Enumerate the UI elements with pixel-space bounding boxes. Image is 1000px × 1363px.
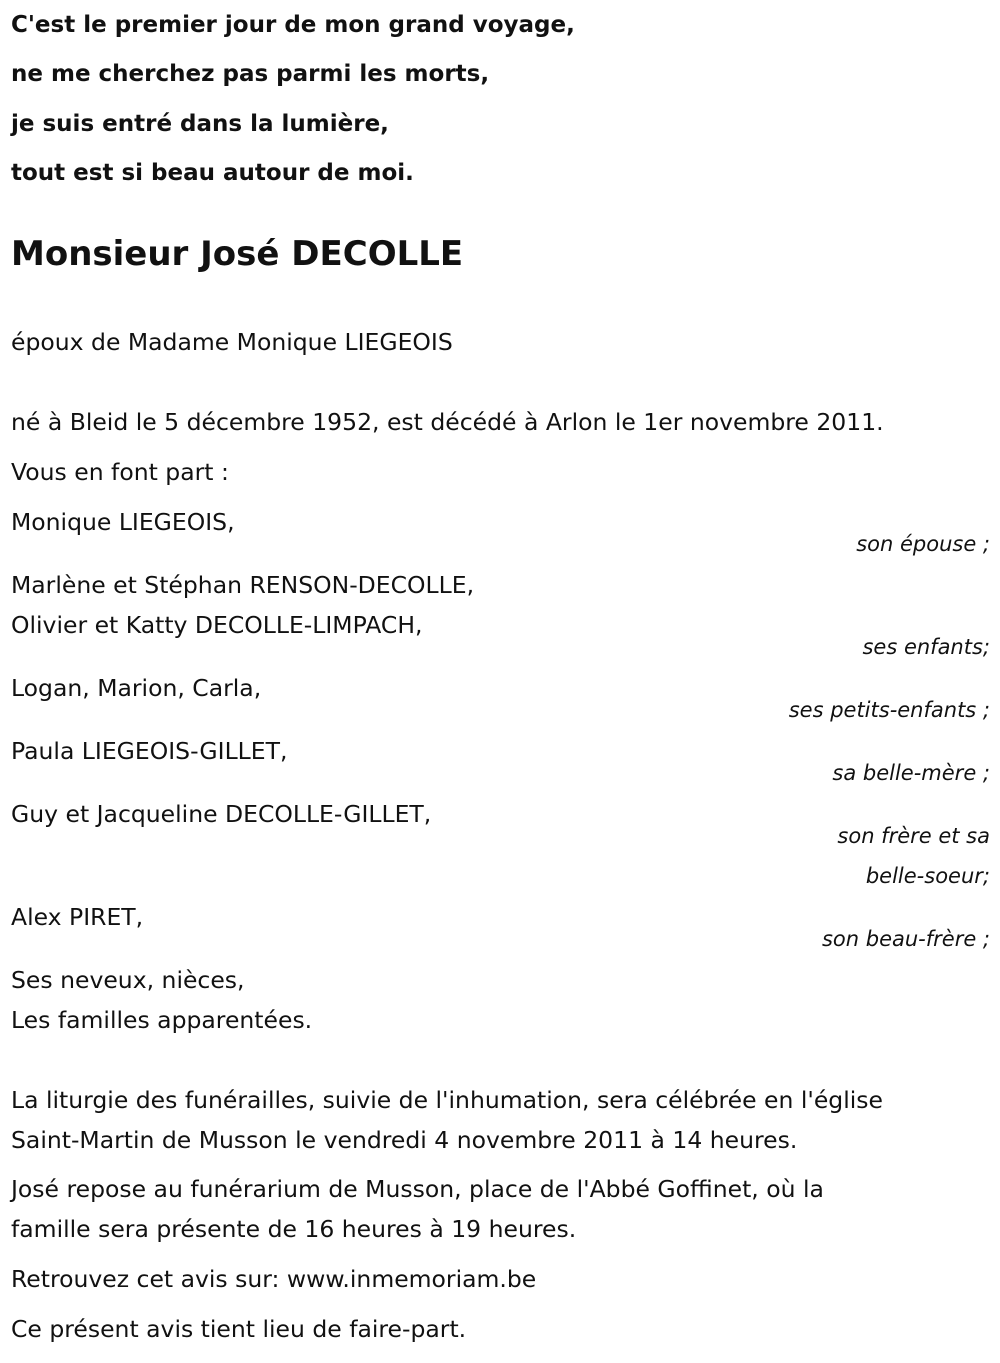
family-relation: belle-soeur; [865,864,990,888]
poem-line: je suis entré dans la lumière, [11,111,389,137]
poem-line: tout est si beau autour de moi. [11,160,414,186]
visitation-line: famille sera présente de 16 heures à 19 heures. [11,1215,577,1243]
deceased-name: Monsieur José DECOLLE [11,234,464,274]
announcement-intro: Vous en font part : [11,458,229,486]
family-relation: sa belle-mère ; [832,761,990,785]
family-member: Marlène et Stéphan RENSON-DECOLLE, [11,571,475,599]
family-relation: son épouse ; [856,532,990,556]
spouse-line: époux de Madame Monique LIEGEOIS [11,328,453,356]
closing-line: Ce présent avis tient lieu de faire-part. [11,1315,467,1343]
family-member: Olivier et Katty DECOLLE-LIMPACH, [11,611,423,639]
family-relation: son beau-frère ; [821,927,990,951]
family-member: Alex PIRET, [11,903,144,931]
family-relation: ses petits-enfants ; [788,698,990,722]
family-member: Paula LIEGEOIS-GILLET, [11,737,288,765]
family-member: Les familles apparentées. [11,1006,313,1034]
family-relation: ses enfants; [862,635,990,659]
website-line: Retrouvez cet avis sur: www.inmemoriam.be [11,1265,537,1293]
family-member: Guy et Jacqueline DECOLLE-GILLET, [11,800,432,828]
family-member: Monique LIEGEOIS, [11,508,235,536]
birth-death-line: né à Bleid le 5 décembre 1952, est décédé à Arlon le 1er novembre 2011. [11,408,884,436]
family-member: Logan, Marion, Carla, [11,674,262,702]
liturgy-line: La liturgie des funérailles, suivie de l'inhumation, sera célébrée en l'église [11,1086,883,1114]
visitation-line: José repose au funérarium de Musson, place de l'Abbé Goffinet, où la [11,1175,824,1203]
poem-line: ne me cherchez pas parmi les morts, [11,61,490,87]
poem-line: C'est le premier jour de mon grand voyage, [11,12,575,38]
family-member: Ses neveux, nièces, [11,966,245,994]
liturgy-line: Saint-Martin de Musson le vendredi 4 novembre 2011 à 14 heures. [11,1126,798,1154]
family-relation: son frère et sa [837,824,990,848]
